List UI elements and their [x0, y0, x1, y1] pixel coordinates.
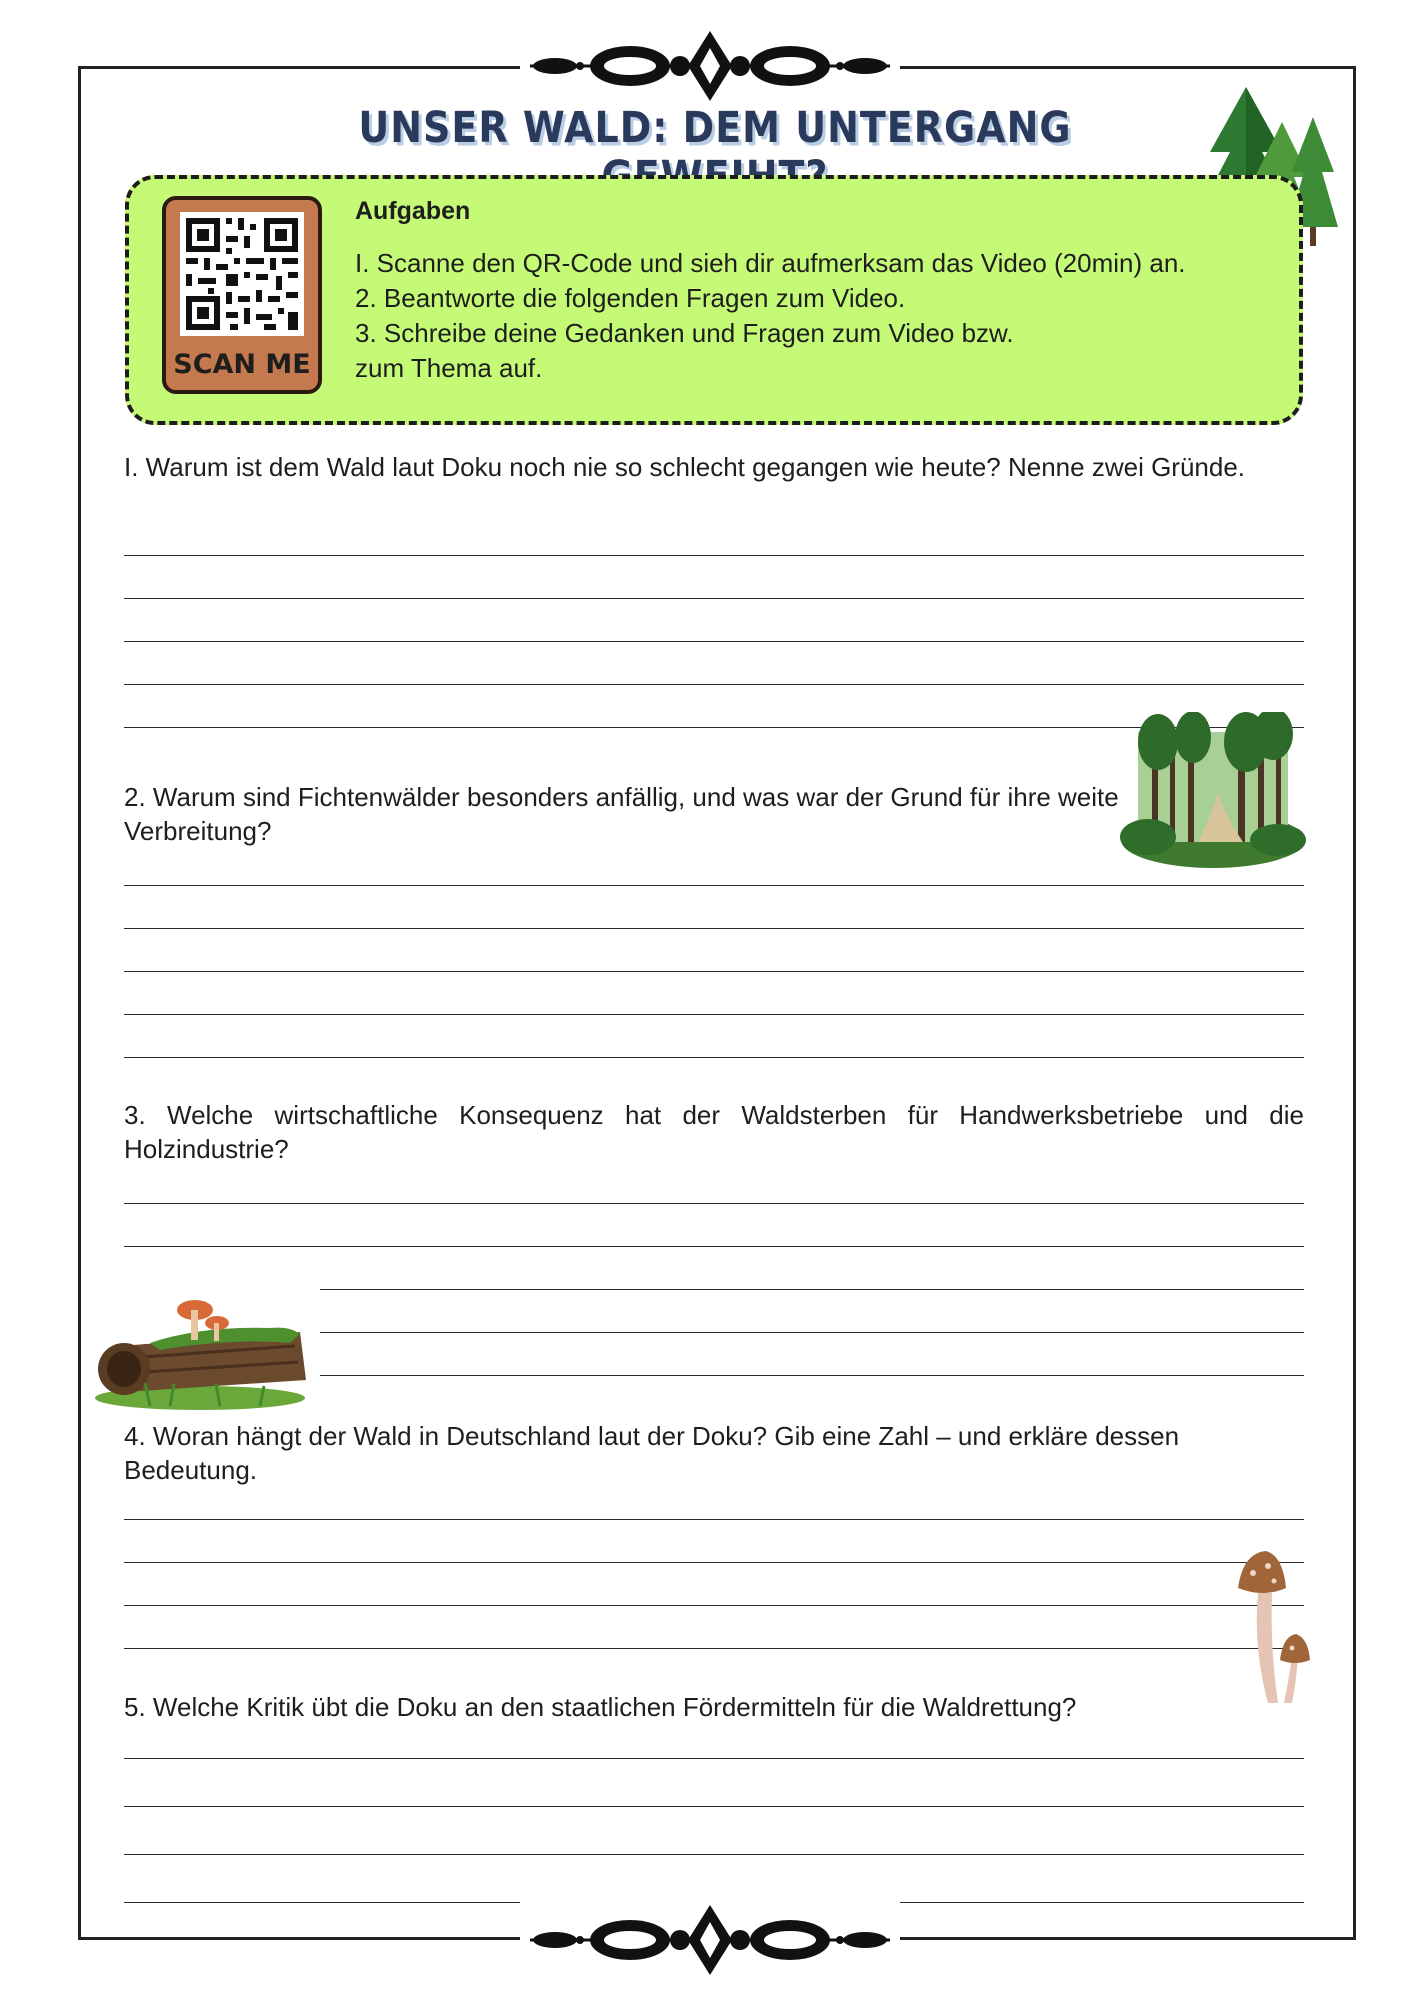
scan-me-label: SCAN ME — [173, 349, 311, 380]
answer-line[interactable] — [124, 1806, 1304, 1807]
task-line: 3. Schreibe deine Gedanken und Fragen zum Video bzw. — [355, 318, 1014, 348]
qr-code-card[interactable] — [162, 196, 322, 394]
ornament-divider-icon — [520, 1900, 900, 1980]
answer-line[interactable] — [124, 1519, 1304, 1520]
question-5: 5. Welche Kritik übt die Doku an den staatlichen Fördermitteln für die Waldrettung? — [124, 1692, 1077, 1722]
page-title: UNSER WALD: DEM UNTERGANG — [358, 102, 1072, 152]
answer-line[interactable] — [124, 1758, 1304, 1759]
answer-line[interactable] — [124, 928, 1304, 929]
answer-line[interactable] — [124, 1057, 1304, 1058]
qr-code-icon[interactable] — [180, 212, 304, 336]
answer-line[interactable] — [124, 598, 1304, 599]
task-line: I. Scanne den QR-Code und sieh dir aufmerksam das Video (20min) an. — [355, 248, 1186, 278]
tasks-heading: Aufgaben — [355, 197, 471, 225]
answer-line[interactable] — [124, 1203, 1304, 1204]
answer-line[interactable] — [124, 1854, 1304, 1855]
question-1: I. Warum ist dem Wald laut Doku noch nie so schlecht gegangen wie heute? Nenne zwei Gründe. — [124, 452, 1246, 482]
answer-line[interactable] — [124, 555, 1304, 556]
answer-line[interactable] — [124, 1014, 1304, 1015]
answer-line[interactable] — [124, 885, 1304, 886]
question-4: 4. Woran hängt der Wald in Deutschland laut der Doku? Gib eine Zahl – und erkläre dessen Bedeutung. — [124, 1421, 1180, 1485]
answer-line[interactable] — [124, 1562, 1304, 1563]
answer-line[interactable] — [124, 1246, 1304, 1247]
ornament-divider-icon — [520, 26, 900, 106]
forest-path-icon — [1118, 712, 1308, 877]
answer-line[interactable] — [124, 641, 1304, 642]
question-2: 2. Warum sind Fichtenwälder besonders anfällig, und was war der Grund für ihre weite Verbreitung? — [124, 782, 1119, 846]
question-3: 3. Welche wirtschaftliche Konsequenz hat der Waldsterben für Handwerksbetriebe und die Holzindustrie? — [124, 1100, 1304, 1164]
task-line: 2. Beantworte die folgenden Fragen zum Video. — [355, 283, 906, 313]
mushroom-icon — [1228, 1548, 1318, 1713]
answer-line[interactable] — [124, 1605, 1304, 1606]
answer-line[interactable] — [124, 1648, 1304, 1649]
task-line: zum Thema auf. — [355, 353, 543, 383]
answer-line[interactable] — [124, 684, 1304, 685]
answer-line[interactable] — [124, 971, 1304, 972]
mossy-log-icon — [90, 1288, 320, 1423]
